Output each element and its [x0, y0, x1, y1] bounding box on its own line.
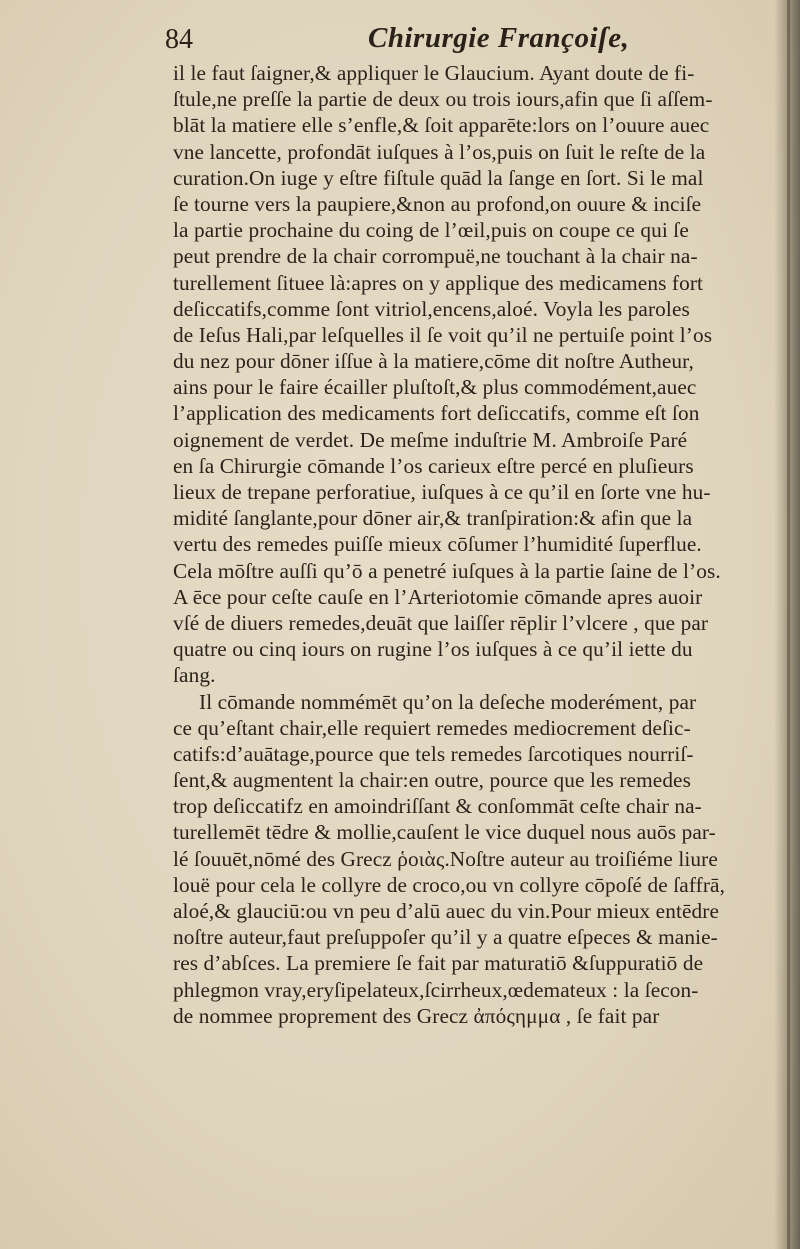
- text-line: peut prendre de la chair corrompuë,ne touchant à la chair na-: [173, 244, 698, 269]
- body-text: [173, 60, 768, 1029]
- text-line: ſtule,ne preſſe la partie de deux ou trois iours,afin que ſi aſſem-: [173, 87, 713, 112]
- text-line: de nommee proprement des Grecz ἀπόςημμα , ſe fait par: [173, 1003, 660, 1028]
- text-line: vne lancette, profondāt iuſques à l’os,puis on ſuit le reſte de la: [173, 139, 706, 164]
- text-line: oignement de verdet. De meſme induſtrie M. Ambroiſe Paré: [173, 427, 688, 452]
- text-line: il le faut ſaigner,& appliquer le Glaucium. Ayant doute de fi-: [173, 61, 695, 85]
- text-line: en ſa Chirurgie cōmande l’os carieux eſtre percé en pluſieurs: [173, 453, 694, 478]
- text-line: Il cōmande nommémēt qu’on la deſeche moderément, par: [199, 689, 697, 714]
- text-line: catifs:d’auātage,pource que tels remedes ſarcotiques nourriſ-: [173, 741, 694, 766]
- text-line: louë pour cela le collyre de croco,ou vn collyre cōpoſé de ſaffrā,: [173, 872, 725, 897]
- text-line: ains pour le faire écailler pluſtoſt,& plus commodément,auec: [173, 375, 697, 400]
- text-line: res d’abſces. La premiere ſe fait par maturatiō &ſuppuratiō de: [173, 951, 704, 976]
- text-line: du nez pour dōner iſſue à la matiere,cōme dit noſtre Autheur,: [173, 349, 694, 374]
- text-line: blāt la matiere elle s’enfle,& ſoit apparēte:lors on l’ouure auec: [173, 113, 710, 138]
- text-line: ſang.: [173, 663, 216, 688]
- text-line: turellement ſituee là:apres on y applique des medicamens fort: [173, 270, 704, 295]
- text-line: l’application des medicaments fort deſiccatifs, comme eſt ſon: [173, 401, 700, 426]
- text-line: trop deſiccatifz en amoindriſſant & conſommāt ceſte chair na-: [173, 794, 702, 819]
- text-line: midité ſanglante,pour dōner air,& tranſpiration:& afin que la: [173, 506, 693, 531]
- text-line: phlegmon vray,eryſipelateux,ſcirrheux,œdemateux : la ſecon-: [173, 977, 699, 1002]
- text-line: curation.On iuge y eſtre fiſtule quād la ſange en ſort. Si le mal: [173, 165, 704, 190]
- text-line: lieux de trepane perforatiue, iuſques à ce qu’il en ſorte vne hu-: [173, 480, 711, 504]
- text-line: ſe tourne vers la paupiere,&non au profond,on ouure & inciſe: [173, 191, 702, 216]
- text-line: ſent,& augmentent la chair:en outre, pource que les remedes: [173, 768, 692, 793]
- text-line: aloé,& glauciū:ou vn peu d’alū auec du vin.Pour mieux entēdre: [173, 899, 720, 923]
- running-head: [165, 18, 765, 62]
- text-line: deſiccatifs,comme ſont vitriol,encens,aloé. Voyla les paroles: [173, 296, 690, 321]
- text-line: de Ieſus Hali,par leſquelles il ſe voit qu’il ne pertuiſe point l’os: [173, 322, 713, 347]
- text-line: Cela mōſtre auſſi qu’ō a penetré iuſques à la partie ſaine de l’os.: [173, 558, 721, 583]
- text-line: lé ſouuēt,nōmé des Grecz ῥοιὰς.Noſtre auteur au troiſiéme liure: [173, 846, 718, 871]
- text-line: quatre ou cinq iours on rugine l’os iuſques à ce qu’il iette du: [173, 637, 693, 662]
- text-line: noſtre auteur,faut preſuppoſer qu’il y a quatre eſpeces & manie-: [173, 925, 718, 950]
- text-line: ce qu’eſtant chair,elle requiert remedes mediocrement deſic-: [173, 715, 691, 740]
- page-number: 84: [165, 24, 193, 55]
- text-line: la partie prochaine du coing de l’œil,puis on coupe ce qui ſe: [173, 218, 689, 243]
- text-line: vſé de diuers remedes,deuāt que laiſſer rēplir l’vlcere , que par: [173, 610, 709, 635]
- running-title: Chirurgie Françoiſe,: [368, 22, 630, 54]
- text-line: turellemēt tēdre & mollie,cauſent le vice duquel nous auōs par-: [173, 820, 716, 845]
- text-line: A ēce pour ceſte cauſe en l’Arteriotomie cōmande apres auoir: [173, 584, 703, 609]
- text-line: vertu des remedes puiſſe mieux cōſumer l’humidité ſuperflue.: [173, 532, 702, 557]
- page-edge-line: [787, 0, 790, 1249]
